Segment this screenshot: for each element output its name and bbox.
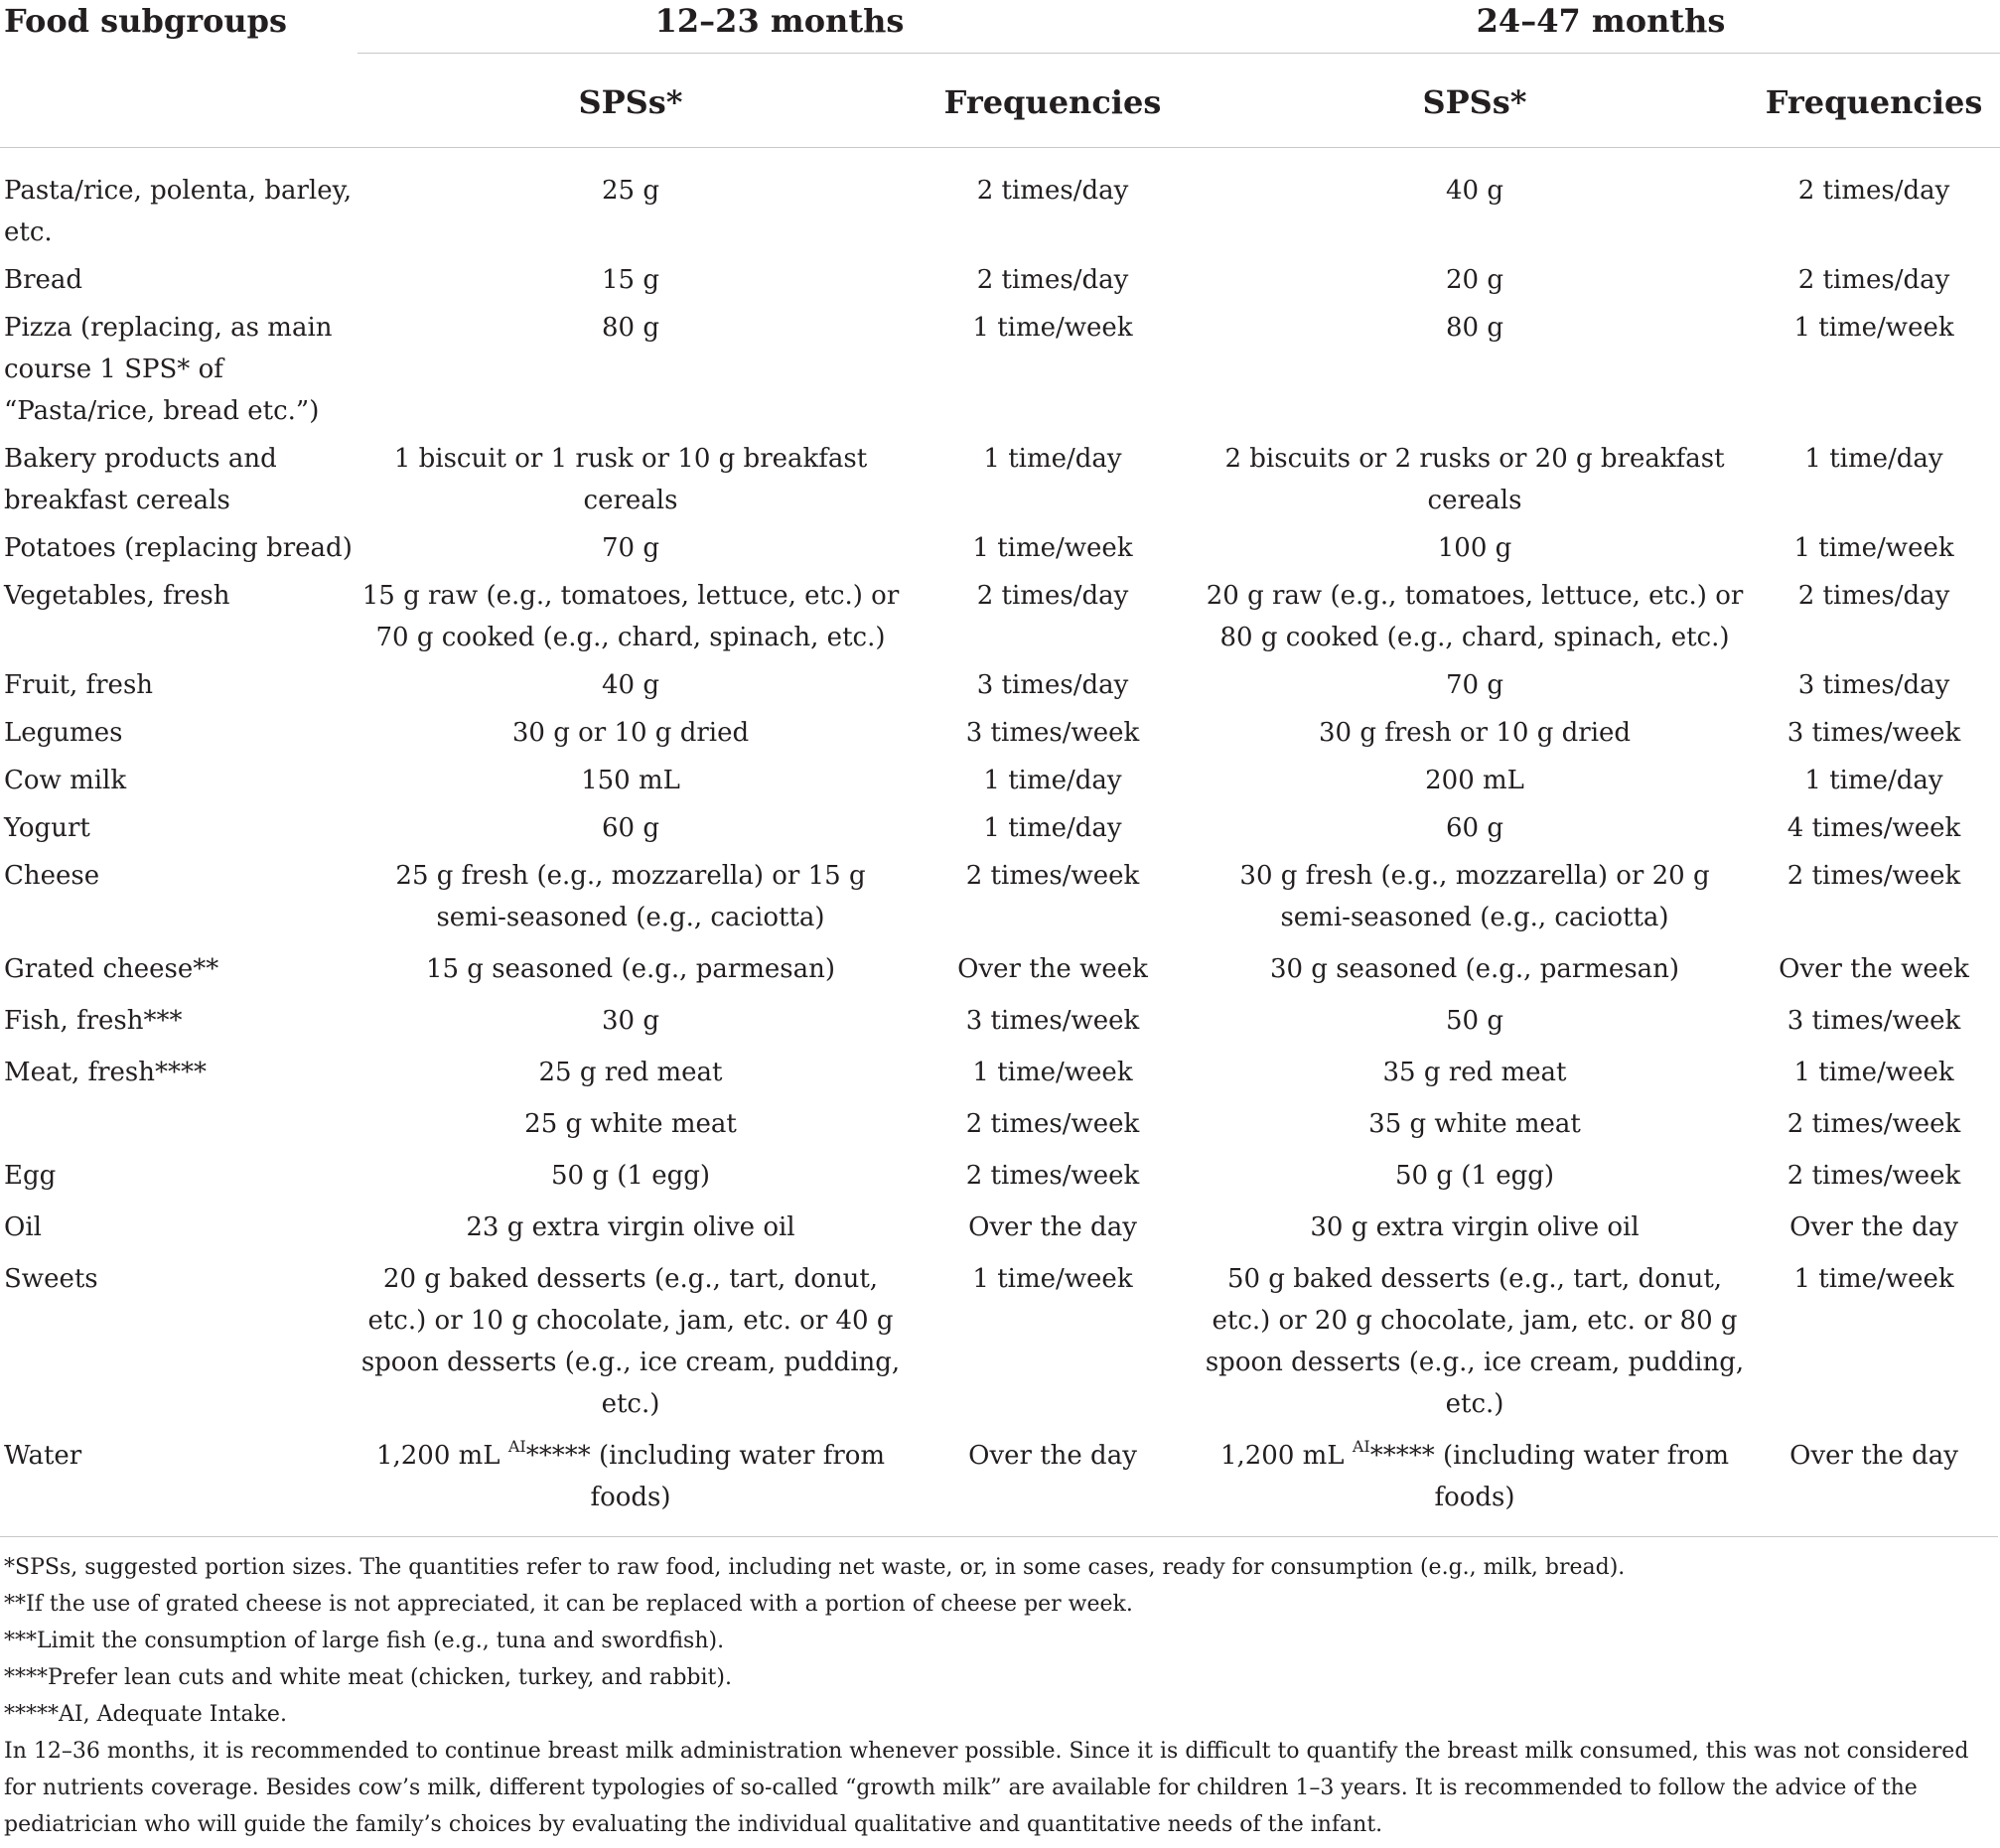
sps-12-23-cell: 15 g seasoned (e.g., parmesan) [425, 954, 836, 984]
food-subgroup-cell: Pasta/rice, polenta, barley, etc. [4, 176, 353, 247]
food-subgroup-cell: Grated cheese** [4, 954, 219, 984]
sps-12-23-cell: 25 g [602, 176, 659, 206]
food-subgroup-cell: Bakery products and breakfast cereals [4, 444, 277, 515]
frequency-24-47-cell: 1 time/week [1793, 533, 1954, 563]
frequency-12-23-cell: 3 times/week [965, 718, 1140, 748]
frequency-12-23-cell: 1 time/week [972, 1058, 1133, 1087]
table-row [0, 259, 2000, 307]
table-row [0, 307, 2000, 438]
frequency-24-47-cell: 3 times/week [1786, 718, 1961, 748]
footnote-paragraph: In 12–36 months, it is recommended to continue breast milk administration whenever possible. Since it is difficult to quantify the breast milk consumed, this was not considered for nutrients coverage. Besides cow’s milk, different typologies of so-called “growth milk” are available for children 1–3 years. It is recommended to follow the advice of the pediatrician who will guide the family’s choices by evaluating the individual qualitative and quantitative needs of the infant. [4, 1739, 1969, 1837]
table-row [0, 1258, 2000, 1435]
food-subgroup-cell: Pizza (replacing, as main course 1 SPS* of “Pasta/rice, bread etc.”) [4, 313, 333, 426]
sps-24-47-cell: 50 g [1446, 1006, 1504, 1036]
sps-24-47-cell: 30 g fresh (e.g., mozzarella) or 20 g semi-seasoned (e.g., caciotta) [1239, 861, 1710, 932]
sps-24-47-cell: 30 g extra virgin olive oil [1310, 1212, 1640, 1242]
frequency-12-23-cell: 3 times/day [976, 670, 1129, 700]
group-divider-line [1202, 53, 2000, 54]
frequency-24-47-cell: Over the day [1789, 1441, 1958, 1471]
table-row-water [0, 1435, 2000, 1536]
frequency-24-47-cell: 1 time/day [1804, 766, 1943, 795]
sps-24-47-cell: 40 g [1446, 176, 1504, 206]
frequency-12-23-cell: 2 times/day [976, 265, 1129, 295]
frequency-12-23-cell: 3 times/week [965, 1006, 1140, 1036]
sps-12-23-cell: 23 g extra virgin olive oil [466, 1212, 795, 1242]
frequency-24-47-cell: 2 times/week [1786, 1161, 1961, 1191]
header-row-groups [0, 0, 2000, 54]
sps-12-23-cell: 70 g [602, 533, 659, 563]
sps-24-47-cell: 80 g [1446, 313, 1504, 343]
sps-12-23-cell [357, 1435, 904, 1536]
frequency-24-47-cell: 2 times/day [1797, 265, 1950, 295]
sps-12-23-cell: 30 g [602, 1006, 659, 1036]
frequency-24-47-cell: 2 times/day [1797, 176, 1950, 206]
header-group-12-23-label: 12–23 months [654, 2, 905, 40]
frequency-12-23-cell: 2 times/week [965, 1161, 1140, 1191]
sps-12-23-cell: 40 g [602, 670, 659, 700]
sps-12-23-cell: 25 g red meat [538, 1058, 723, 1087]
frequency-12-23-cell: 1 time/week [972, 1264, 1133, 1294]
sps-12-23-cell: 25 g fresh (e.g., mozzarella) or 15 g semi-seasoned (e.g., caciotta) [395, 861, 866, 932]
food-subgroup-cell: Egg [4, 1161, 57, 1191]
frequency-12-23-cell: 1 time/day [983, 444, 1122, 474]
frequency-24-47-cell: 2 times/week [1786, 1109, 1961, 1139]
sps-24-47-cell: 200 mL [1425, 766, 1524, 795]
header-frequencies-24-47: Frequencies [1748, 54, 2000, 148]
food-subgroup-cell: Fruit, fresh [4, 670, 154, 700]
sps-12-23-cell: 25 g white meat [524, 1109, 737, 1139]
sps-12-23-cell: 150 mL [581, 766, 680, 795]
sps-24-47-cell: 35 g white meat [1368, 1109, 1581, 1139]
header-group-24-47-months [1202, 0, 2000, 54]
table-row [0, 807, 2000, 855]
frequency-24-47-cell: 3 times/week [1786, 1006, 1961, 1036]
header-sps-24-47: SPSs* [1202, 54, 1748, 148]
frequency-24-47-cell: 2 times/week [1786, 861, 1961, 891]
water-note: ***** (including water from foods) [1369, 1441, 1730, 1512]
sps-12-23-cell: 20 g baked desserts (e.g., tart, donut, etc.) or 10 g chocolate, jam, etc. or 40 g spoon desserts (e.g., ice cream, pudding, etc.) [360, 1264, 901, 1419]
sps-24-47-cell: 100 g [1437, 533, 1512, 563]
table-row [0, 760, 2000, 807]
frequency-12-23-cell: Over the day [968, 1441, 1137, 1471]
water-note: ***** (including water from foods) [525, 1441, 886, 1512]
header-sps-12-23: SPSs* [357, 54, 904, 148]
frequency-24-47-cell: 1 time/week [1793, 313, 1954, 343]
table-row [0, 948, 2000, 1000]
frequency-12-23-cell: Over the day [968, 1212, 1137, 1242]
sps-12-23-cell: 60 g [602, 813, 659, 843]
frequency-12-23-cell: 1 time/week [972, 313, 1133, 343]
food-subgroup-cell: Oil [4, 1212, 42, 1242]
frequency-12-23-cell: 2 times/week [965, 861, 1140, 891]
footnote: **If the use of grated cheese is not appreciated, it can be replaced with a portion of cheese per week. [4, 1592, 1133, 1617]
sps-12-23-cell: 50 g (1 egg) [550, 1161, 711, 1191]
header-empty-cell [0, 54, 357, 148]
sps-24-47-cell: 30 g seasoned (e.g., parmesan) [1269, 954, 1680, 984]
footnote: *****AI, Adequate Intake. [4, 1702, 287, 1727]
water-amount: 1,200 mL [375, 1441, 508, 1471]
water-amount: 1,200 mL [1219, 1441, 1353, 1471]
frequency-24-47-cell: 1 time/day [1804, 444, 1943, 474]
header-frequencies-12-23: Frequencies [904, 54, 1202, 148]
sps-24-47-cell [1202, 1435, 1748, 1536]
table-row [0, 1155, 2000, 1207]
sps-12-23-cell: 30 g or 10 g dried [511, 718, 750, 748]
header-row-columns [0, 54, 2000, 148]
food-subgroup-cell: Legumes [4, 718, 123, 748]
food-subgroup-cell: Meat, fresh**** [4, 1058, 208, 1087]
sps-12-23-cell: 15 g [602, 265, 659, 295]
group-divider-line [357, 53, 1202, 54]
frequency-24-47-cell: 1 time/week [1793, 1058, 1954, 1087]
table-row [0, 855, 2000, 948]
table-row [0, 148, 2000, 260]
header-group-24-47-label: 24–47 months [1476, 2, 1726, 40]
footnote: ***Limit the consumption of large fish (e.g., tuna and swordfish). [4, 1629, 725, 1653]
food-subgroup-cell: Vegetables, fresh [4, 581, 230, 611]
frequency-24-47-cell: 4 times/week [1786, 813, 1961, 843]
table-row [0, 1000, 2000, 1052]
food-subgroup-cell: Water [4, 1441, 82, 1471]
sps-24-47-cell: 30 g fresh or 10 g dried [1318, 718, 1632, 748]
food-subgroup-cell: Yogurt [4, 813, 90, 843]
table-row [0, 712, 2000, 760]
sps-24-47-cell: 20 g raw (e.g., tomatoes, lettuce, etc.) or 80 g cooked (e.g., chard, spinach, etc.) [1206, 581, 1744, 652]
frequency-12-23-cell: 1 time/week [972, 533, 1133, 563]
frequency-24-47-cell: Over the week [1779, 954, 1969, 984]
food-subgroup-cell [0, 1103, 357, 1155]
table-row [0, 438, 2000, 527]
frequency-12-23-cell: 2 times/week [965, 1109, 1140, 1139]
food-subgroup-cell: Fish, fresh*** [4, 1006, 183, 1036]
ai-superscript: AI [1352, 1437, 1370, 1456]
table-row [0, 1052, 2000, 1103]
food-subgroup-cell: Cow milk [4, 766, 127, 795]
sps-24-47-cell: 35 g red meat [1382, 1058, 1567, 1087]
footnote: ****Prefer lean cuts and white meat (chicken, turkey, and rabbit). [4, 1665, 732, 1690]
table-row [0, 1103, 2000, 1155]
frequency-24-47-cell: Over the day [1789, 1212, 1958, 1242]
header-food-subgroups: Food subgroups [4, 2, 288, 40]
sps-24-47-cell: 50 g baked desserts (e.g., tart, donut, etc.) or 20 g chocolate, jam, etc. or 80 g spoon desserts (e.g., ice cream, pudding, etc.) [1205, 1264, 1745, 1419]
sps-12-23-cell: 15 g raw (e.g., tomatoes, lettuce, etc.) or 70 g cooked (e.g., chard, spinach, etc.) [361, 581, 900, 652]
header-group-12-23-months [357, 0, 1202, 54]
sps-24-47-cell: 70 g [1446, 670, 1504, 700]
sps-24-47-cell: 50 g (1 egg) [1395, 1161, 1555, 1191]
sps-12-23-cell: 1 biscuit or 1 rusk or 10 g breakfast cereals [393, 444, 868, 515]
table-row [0, 527, 2000, 575]
footnote: *SPSs, suggested portion sizes. The quantities refer to raw food, including net waste, or, in some cases, ready for consumption (e.g., milk, bread). [4, 1555, 1626, 1580]
food-subgroup-cell: Cheese [4, 861, 100, 891]
table-row [0, 1207, 2000, 1258]
frequency-12-23-cell: Over the week [957, 954, 1148, 984]
food-subgroup-cell: Bread [4, 265, 83, 295]
frequency-24-47-cell: 3 times/day [1797, 670, 1950, 700]
table-footnotes [0, 1536, 1998, 1843]
frequency-24-47-cell: 1 time/week [1793, 1264, 1954, 1294]
frequency-12-23-cell: 2 times/day [976, 581, 1129, 611]
ai-superscript: AI [507, 1437, 526, 1456]
frequency-12-23-cell: 1 time/day [983, 813, 1122, 843]
frequency-24-47-cell: 2 times/day [1797, 581, 1950, 611]
sps-24-47-cell: 20 g [1446, 265, 1504, 295]
food-subgroup-cell: Sweets [4, 1264, 98, 1294]
frequency-12-23-cell: 1 time/day [983, 766, 1122, 795]
table-row [0, 575, 2000, 664]
sps-24-47-cell: 2 biscuits or 2 rusks or 20 g breakfast cereals [1224, 444, 1725, 515]
frequency-12-23-cell: 2 times/day [976, 176, 1129, 206]
table-row [0, 664, 2000, 712]
sps-24-47-cell: 60 g [1446, 813, 1504, 843]
sps-12-23-cell: 80 g [602, 313, 659, 343]
food-subgroup-cell: Potatoes (replacing bread) [4, 533, 353, 563]
